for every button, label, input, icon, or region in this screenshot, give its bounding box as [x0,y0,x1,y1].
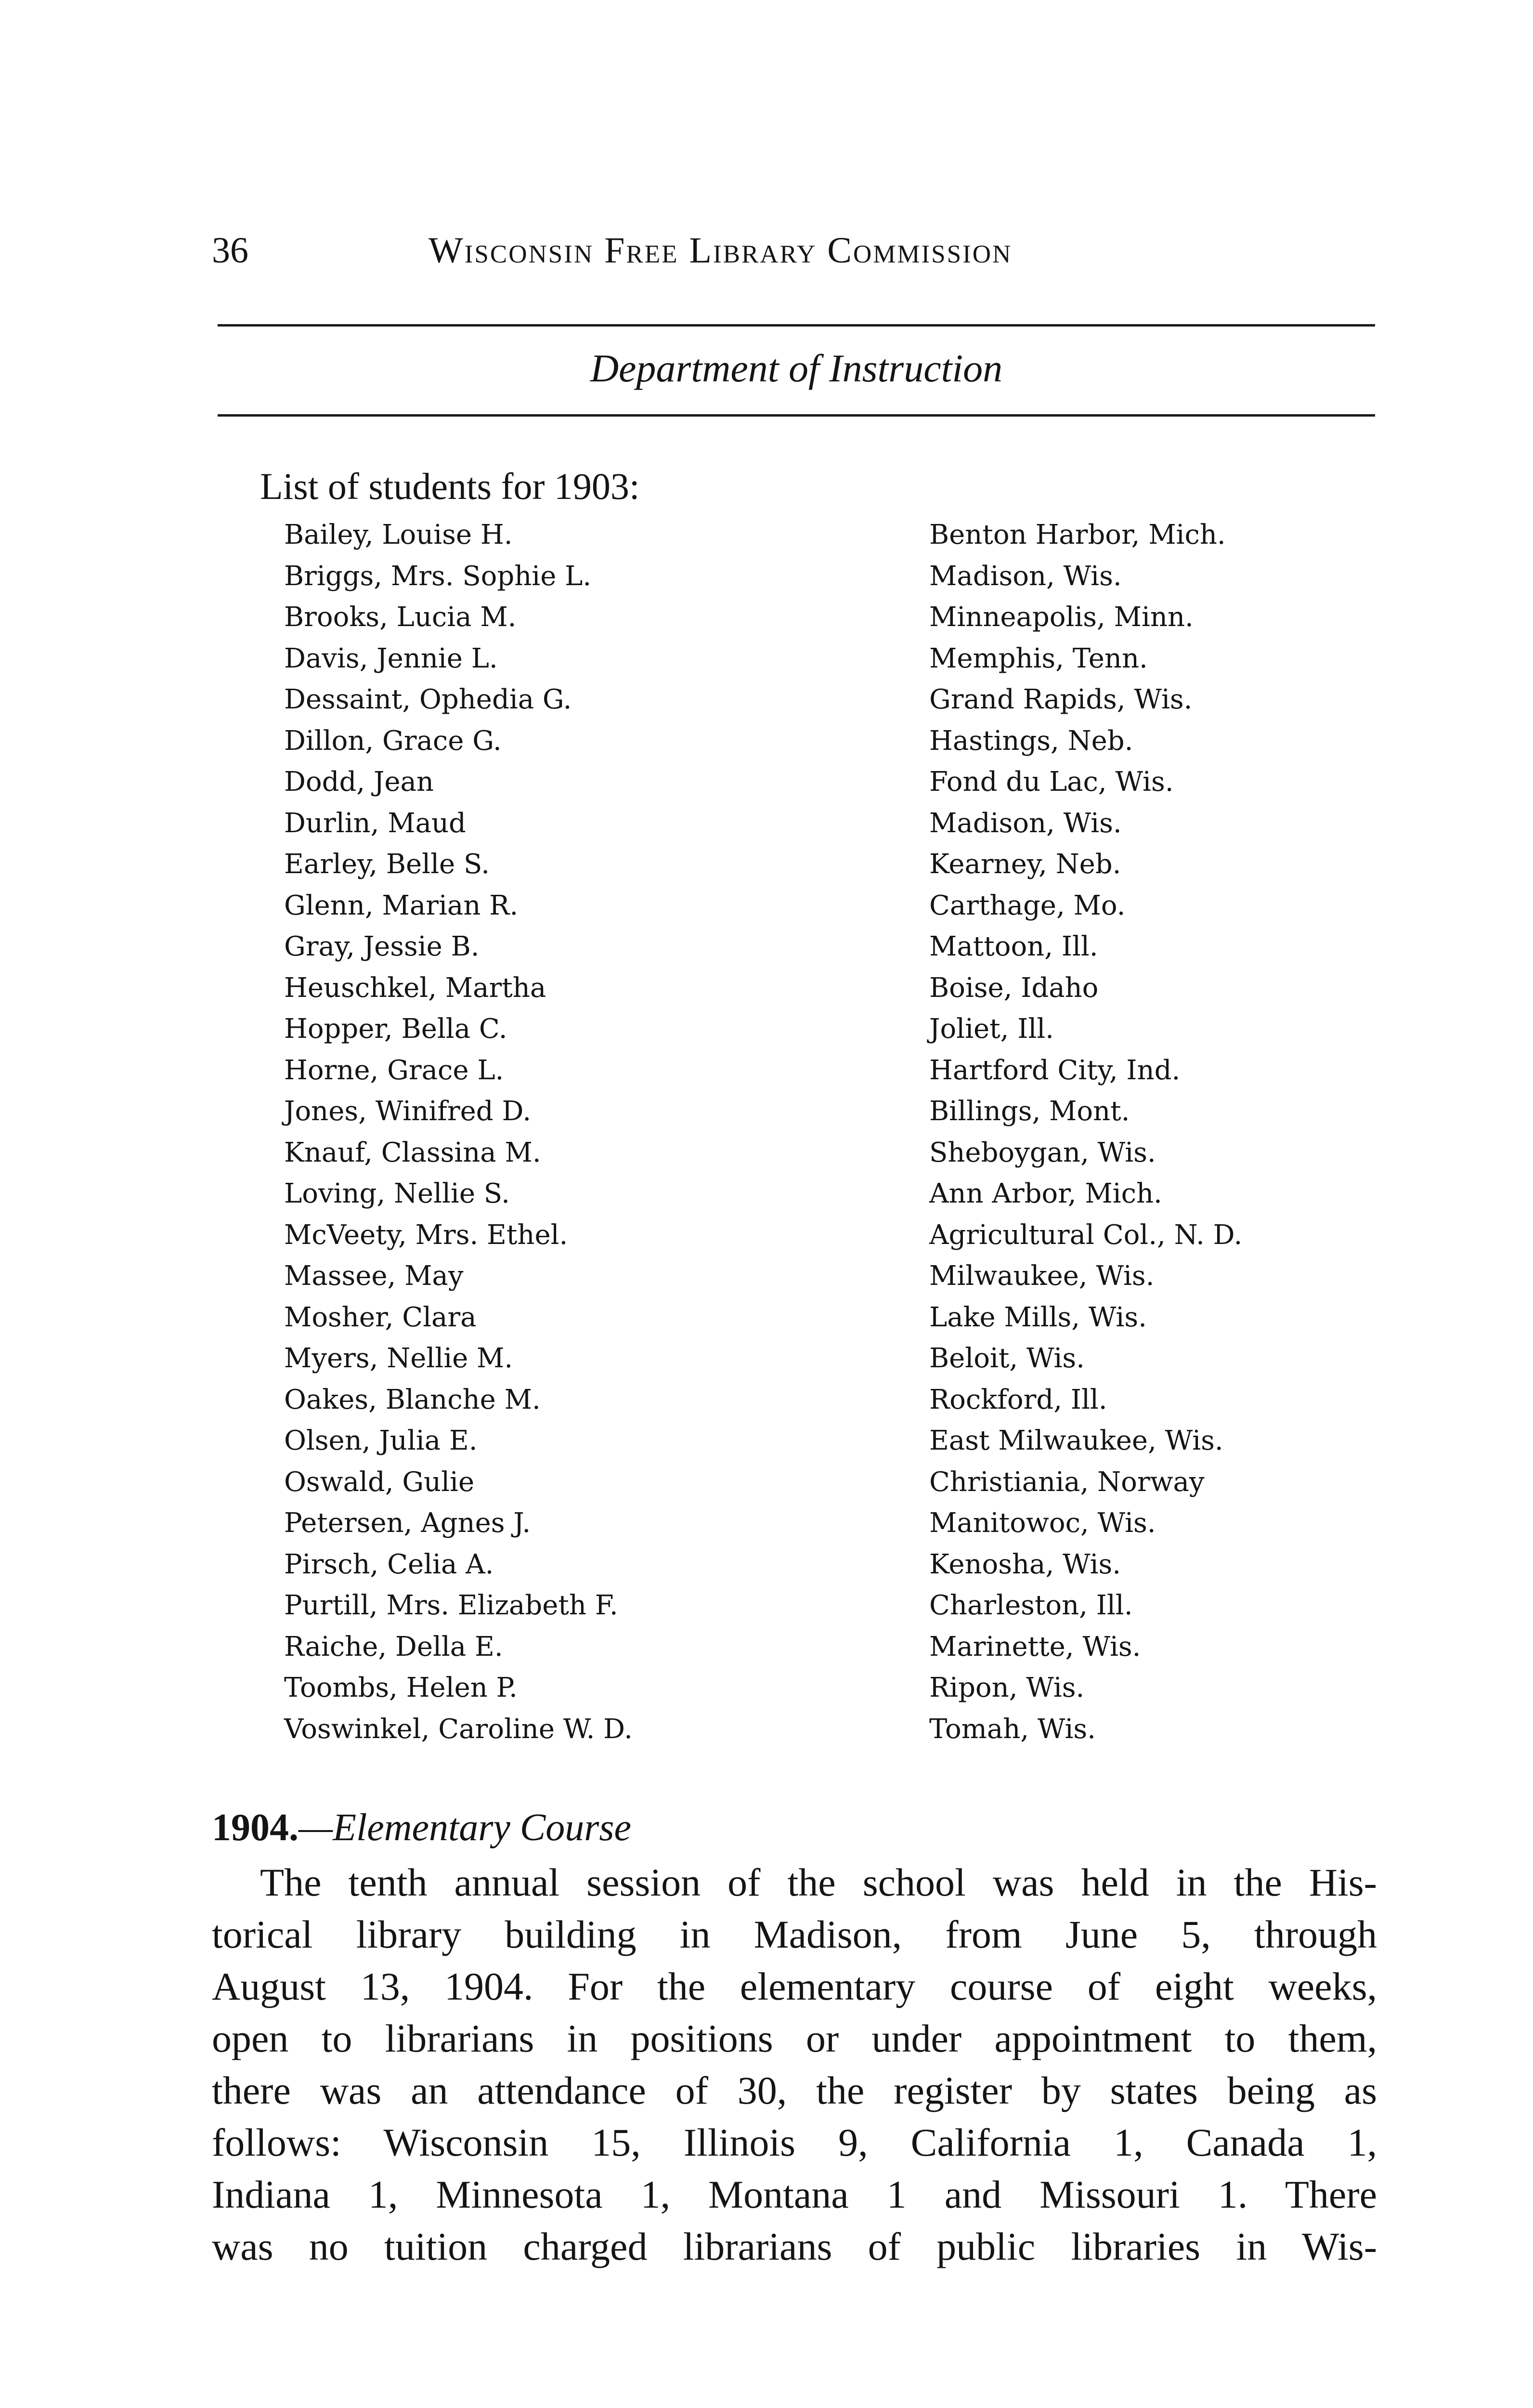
student-row [284,1503,1353,1544]
body-line: The tenth annual session of the school was held in the His- [260,1860,1377,1904]
student-location: Billings, Mont. [929,1096,1130,1127]
student-location: Ann Arbor, Mich. [929,1178,1162,1209]
student-location: Joliet, Ill. [929,1013,1054,1045]
student-row [284,1256,1353,1297]
section-title: Department of Instruction [590,346,1003,390]
student-location: Minneapolis, Minn. [929,602,1194,633]
student-row [284,1008,1353,1050]
student-name: Durlin, Maud [284,807,466,839]
student-location: Christiania, Norway [929,1466,1205,1498]
student-row [284,1544,1353,1585]
student-row [284,1050,1353,1091]
student-name: Horne, Grace L. [284,1054,504,1086]
student-row [284,1626,1353,1668]
student-location: Agricultural Col., N. D. [929,1219,1243,1251]
page-header [212,226,1377,279]
student-name: Oakes, Blanche M. [284,1384,541,1415]
student-location: Charleston, Ill. [929,1590,1133,1621]
student-name: Gray, Jessie B. [284,931,480,962]
student-row [284,597,1353,638]
student-rows [284,514,1353,1750]
student-name: Pirsch, Celia A. [284,1548,494,1580]
student-name: Hopper, Bella C. [284,1013,507,1045]
body-line: August 13, 1904. For the elementary course of eight weeks, [212,1964,1377,2008]
student-row [284,761,1353,803]
student-name: Glenn, Marian R. [284,890,519,921]
student-name: Oswald, Gulie [284,1466,475,1498]
student-location: Beloit, Wis. [929,1343,1085,1374]
student-name: Mosher, Clara [284,1301,477,1333]
student-name: McVeety, Mrs. Ethel. [284,1219,568,1251]
student-location: Tomah, Wis. [929,1713,1096,1745]
top-rule [218,324,1375,327]
body-line: Indiana 1, Minnesota 1, Montana 1 and Missouri 1. There [212,2172,1377,2216]
student-location: Madison, Wis. [929,807,1122,839]
student-name: Brooks, Lucia M. [284,602,517,633]
subsection-heading [212,1801,631,1854]
student-row [284,885,1353,927]
student-name: Earley, Belle S. [284,849,490,880]
student-row [284,720,1353,762]
student-name: Petersen, Agnes J. [284,1507,531,1539]
student-name: Davis, Jennie L. [284,642,498,674]
body-paragraph [212,1857,1377,2273]
student-row [284,1091,1353,1132]
student-row [284,1709,1353,1750]
student-location: Sheboygan, Wis. [929,1137,1156,1168]
student-location: Memphis, Tenn. [929,642,1148,674]
student-row [284,1667,1353,1709]
student-location: Madison, Wis. [929,560,1122,592]
body-line: follows: Wisconsin 15, Illinois 9, California 1, Canada 1, [212,2120,1377,2164]
student-row [284,1338,1353,1379]
student-list [284,514,1353,1750]
student-row [284,1215,1353,1256]
student-name: Olsen, Julia E. [284,1425,478,1456]
list-heading: List of students for 1903: [260,465,640,507]
student-name: Massee, May [284,1260,464,1292]
student-location: Benton Harbor, Mich. [929,519,1226,550]
student-location: Mattoon, Ill. [929,931,1098,962]
student-name: Briggs, Mrs. Sophie L. [284,560,592,592]
body-line: torical library building in Madison, from June 5, through [212,1912,1377,1956]
student-name: Voswinkel, Caroline W. D. [284,1713,633,1745]
subsection-year: 1904. [212,1806,299,1849]
student-name: Dodd, Jean [284,766,434,798]
student-name: Raiche, Della E. [284,1631,503,1662]
student-location: Fond du Lac, Wis. [929,766,1174,798]
student-location: Grand Rapids, Wis. [929,684,1193,715]
student-row [284,679,1353,720]
student-location: Milwaukee, Wis. [929,1260,1155,1292]
student-row [284,514,1353,556]
student-row [284,1462,1353,1503]
student-location: East Milwaukee, Wis. [929,1425,1223,1456]
student-row [284,1132,1353,1174]
student-name: Heuschkel, Martha [284,972,546,1004]
body-line: was no tuition charged librarians of public libraries in Wis- [212,2225,1377,2268]
student-name: Toombs, Helen P. [284,1672,518,1703]
body-line: there was an attendance of 30, the register by states being as [212,2068,1377,2112]
body-line: open to librarians in positions or under appointment to them, [212,2016,1377,2060]
student-name: Purtill, Mrs. Elizabeth F. [284,1590,618,1621]
student-location: Boise, Idaho [929,972,1099,1004]
student-location: Hastings, Neb. [929,725,1133,757]
student-name: Myers, Nellie M. [284,1343,513,1374]
student-row [284,1297,1353,1338]
student-location: Kenosha, Wis. [929,1548,1121,1580]
student-name: Jones, Winifred D. [284,1096,532,1127]
student-location: Ripon, Wis. [929,1672,1085,1703]
subsection-course: —Elementary Course [299,1806,632,1849]
student-location: Carthage, Mo. [929,890,1126,921]
bottom-rule [218,414,1375,417]
student-row [284,844,1353,885]
student-name: Knauf, Classina M. [284,1137,541,1168]
student-name: Bailey, Louise H. [284,519,513,550]
student-row [284,1420,1353,1462]
student-row [284,1585,1353,1626]
student-row [284,638,1353,680]
student-row [284,968,1353,1009]
student-location: Lake Mills, Wis. [929,1301,1147,1333]
student-row [284,803,1353,844]
student-location: Marinette, Wis. [929,1631,1141,1662]
running-title: Wisconsin Free Library Commission [429,230,1013,271]
student-location: Hartford City, Ind. [929,1054,1181,1086]
student-name: Dillon, Grace G. [284,725,502,757]
student-location: Manitowoc, Wis. [929,1507,1156,1539]
student-row [284,1173,1353,1215]
page-number: 36 [212,230,248,271]
student-row [284,1379,1353,1421]
student-row [284,926,1353,968]
student-row [284,556,1353,597]
student-location: Kearney, Neb. [929,849,1121,880]
student-name: Loving, Nellie S. [284,1178,510,1209]
student-name: Dessaint, Ophedia G. [284,684,572,715]
student-location: Rockford, Ill. [929,1384,1107,1415]
